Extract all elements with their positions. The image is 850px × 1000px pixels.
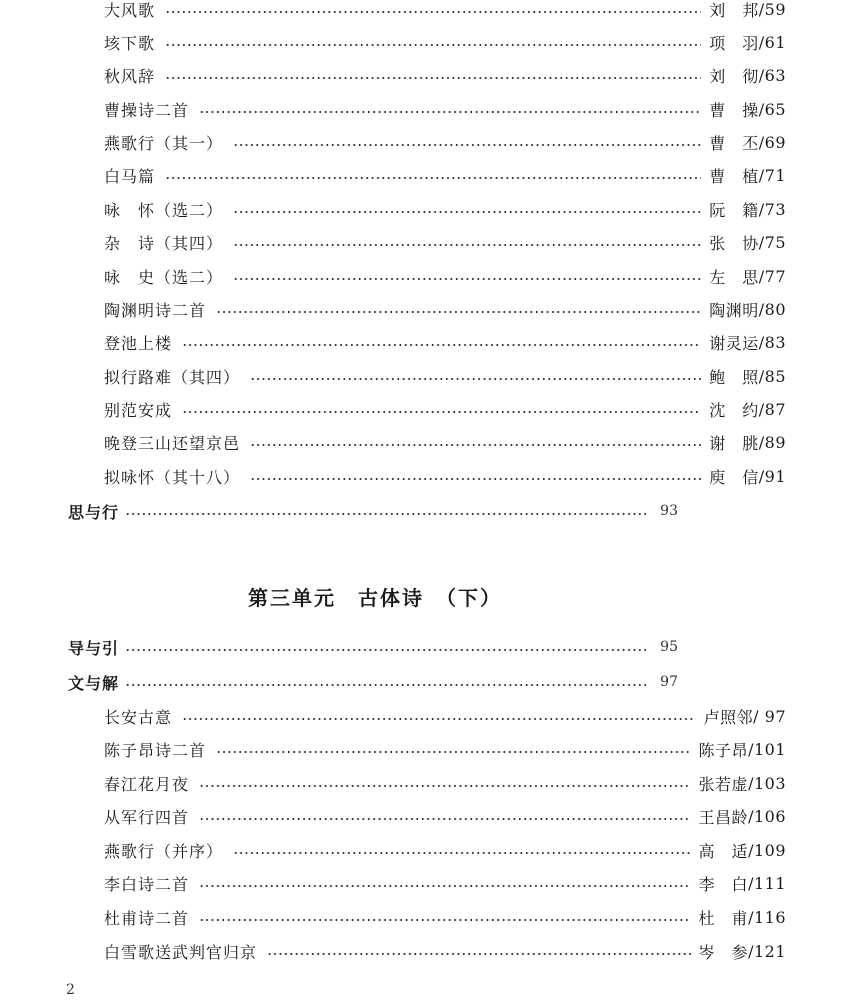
- dot-leader: [182, 344, 701, 346]
- dot-leader: [199, 111, 701, 113]
- entry-author: 曹 操: [709, 100, 759, 120]
- entry-title: 大风歌: [104, 0, 156, 20]
- toc-entry[interactable]: [0, 261, 850, 291]
- toc-entry[interactable]: [0, 427, 850, 457]
- entry-title: 从军行四首: [104, 807, 190, 827]
- section-title: 导与引: [68, 638, 120, 658]
- entry-page: /121: [748, 941, 786, 961]
- entry-title: 秋风辞: [104, 66, 156, 86]
- dot-leader: [125, 649, 646, 651]
- entry-page: /59: [758, 0, 786, 19]
- entry-title: 别范安成: [104, 400, 173, 420]
- entry-author: 沈 约: [709, 400, 759, 420]
- entry-author: 卢照邻: [703, 707, 754, 727]
- dot-leader: [182, 718, 696, 720]
- dot-leader: [165, 44, 701, 46]
- toc-entry[interactable]: [0, 734, 850, 764]
- entry-title: 杜甫诗二首: [104, 908, 190, 928]
- entry-page: /73: [758, 199, 786, 219]
- toc-entry[interactable]: [0, 701, 850, 731]
- entry-author: 高 适: [698, 841, 749, 861]
- dot-leader: [233, 211, 701, 213]
- toc-entry[interactable]: [0, 60, 850, 90]
- entry-title: 晚登三山还望京邑: [104, 433, 241, 453]
- dot-leader: [250, 378, 701, 380]
- entry-author: 张若虚: [698, 774, 749, 794]
- entry-title: 曹操诗二首: [104, 100, 190, 120]
- entry-page: /101: [748, 739, 786, 759]
- section-page: 93: [660, 503, 678, 519]
- dot-leader: [267, 953, 691, 955]
- entry-page: /80: [758, 299, 786, 319]
- entry-author: 李 白: [698, 874, 749, 894]
- toc-entry[interactable]: [0, 227, 850, 257]
- dot-leader: [216, 311, 701, 313]
- page-number: 2: [66, 982, 75, 998]
- entry-page: /61: [758, 32, 786, 52]
- dot-leader: [199, 885, 691, 887]
- entry-title: 李白诗二首: [104, 874, 190, 894]
- entry-page: /91: [758, 466, 786, 486]
- entry-title: 咏 史（选二）: [104, 267, 224, 287]
- dot-leader: [182, 411, 701, 413]
- entry-author: 庾 信: [709, 467, 759, 487]
- dot-leader: [125, 513, 646, 515]
- entry-title: 拟行路难（其四）: [104, 367, 241, 387]
- entry-page: /106: [748, 806, 786, 826]
- entry-author: 项 羽: [709, 33, 759, 53]
- entry-page: /87: [758, 399, 786, 419]
- toc-entry[interactable]: [0, 835, 850, 865]
- entry-title: 燕歌行（并序）: [104, 841, 224, 861]
- section-title: 思与行: [68, 502, 120, 522]
- entry-title: 长安古意: [104, 707, 173, 727]
- toc-entry[interactable]: [0, 768, 850, 798]
- toc-entry[interactable]: [0, 361, 850, 391]
- toc-entry[interactable]: [0, 0, 850, 24]
- toc-entry[interactable]: [0, 294, 850, 324]
- entry-title: 垓下歌: [104, 33, 156, 53]
- entry-author: 刘 邦: [709, 0, 759, 20]
- entry-author: 陈子昂: [698, 740, 749, 760]
- dot-leader: [165, 11, 701, 13]
- dot-leader: [165, 77, 701, 79]
- toc-section-entry[interactable]: [0, 667, 750, 697]
- toc-entry[interactable]: [0, 27, 850, 57]
- toc-entry[interactable]: [0, 160, 850, 190]
- toc-entry[interactable]: [0, 127, 850, 157]
- dot-leader: [165, 177, 701, 179]
- dot-leader: [233, 852, 691, 854]
- entry-author: 岑 参: [698, 942, 749, 962]
- entry-author: 阮 籍: [709, 200, 759, 220]
- entry-author: 谢 朓: [709, 433, 759, 453]
- entry-title: 陈子昂诗二首: [104, 740, 207, 760]
- section-title: 文与解: [68, 673, 120, 693]
- entry-title: 白雪歌送武判官归京: [104, 942, 258, 962]
- section-page: 97: [660, 674, 678, 690]
- entry-page: /77: [758, 266, 786, 286]
- dot-leader: [250, 444, 701, 446]
- toc-entry[interactable]: [0, 94, 850, 124]
- section-page: 95: [660, 639, 678, 655]
- toc-entry[interactable]: [0, 936, 850, 966]
- entry-page: / 97: [753, 706, 786, 726]
- toc-entry[interactable]: [0, 394, 850, 424]
- toc-entry[interactable]: [0, 902, 850, 932]
- entry-page: /85: [758, 366, 786, 386]
- entry-page: /89: [758, 432, 786, 452]
- toc-entry[interactable]: [0, 194, 850, 224]
- dot-leader: [233, 144, 701, 146]
- dot-leader: [250, 478, 701, 480]
- dot-leader: [233, 278, 701, 280]
- entry-page: /63: [758, 65, 786, 85]
- entry-page: /116: [748, 907, 786, 927]
- toc-entry[interactable]: [0, 868, 850, 898]
- entry-author: 曹 植: [709, 166, 759, 186]
- entry-title: 咏 怀（选二）: [104, 200, 224, 220]
- entry-page: /75: [758, 232, 786, 252]
- entry-author: 左 思: [709, 267, 759, 287]
- entry-title: 杂 诗（其四）: [104, 233, 224, 253]
- entry-title: 拟咏怀（其十八）: [104, 467, 241, 487]
- unit-heading: 第三单元 古体诗 （下）: [248, 586, 502, 610]
- toc-section-entry[interactable]: [0, 496, 750, 526]
- toc-section-entry[interactable]: [0, 632, 750, 662]
- entry-author: 王昌龄: [698, 807, 749, 827]
- dot-leader: [125, 684, 646, 686]
- entry-author: 刘 彻: [709, 66, 759, 86]
- dot-leader: [233, 244, 701, 246]
- entry-page: /109: [748, 840, 786, 860]
- entry-author: 曹 丕: [709, 133, 759, 153]
- entry-title: 陶渊明诗二首: [104, 300, 207, 320]
- dot-leader: [199, 919, 691, 921]
- entry-page: /103: [748, 773, 786, 793]
- entry-page: /111: [748, 873, 786, 893]
- entry-page: /65: [758, 99, 786, 119]
- entry-page: /69: [758, 132, 786, 152]
- entry-author: 谢灵运: [709, 333, 759, 353]
- entry-author: 鲍 照: [709, 367, 759, 387]
- dot-leader: [199, 818, 691, 820]
- dot-leader: [199, 785, 691, 787]
- entry-author: 陶渊明: [709, 300, 759, 320]
- entry-title: 白马篇: [104, 166, 156, 186]
- toc-entry[interactable]: [0, 801, 850, 831]
- entry-title: 春江花月夜: [104, 774, 190, 794]
- entry-title: 燕歌行（其一）: [104, 133, 224, 153]
- dot-leader: [216, 751, 691, 753]
- entry-page: /83: [758, 332, 786, 352]
- entry-title: 登池上楼: [104, 333, 173, 353]
- entry-author: 张 协: [709, 233, 759, 253]
- entry-page: /71: [758, 165, 786, 185]
- toc-entry[interactable]: [0, 461, 850, 491]
- toc-entry[interactable]: [0, 327, 850, 357]
- entry-author: 杜 甫: [698, 908, 749, 928]
